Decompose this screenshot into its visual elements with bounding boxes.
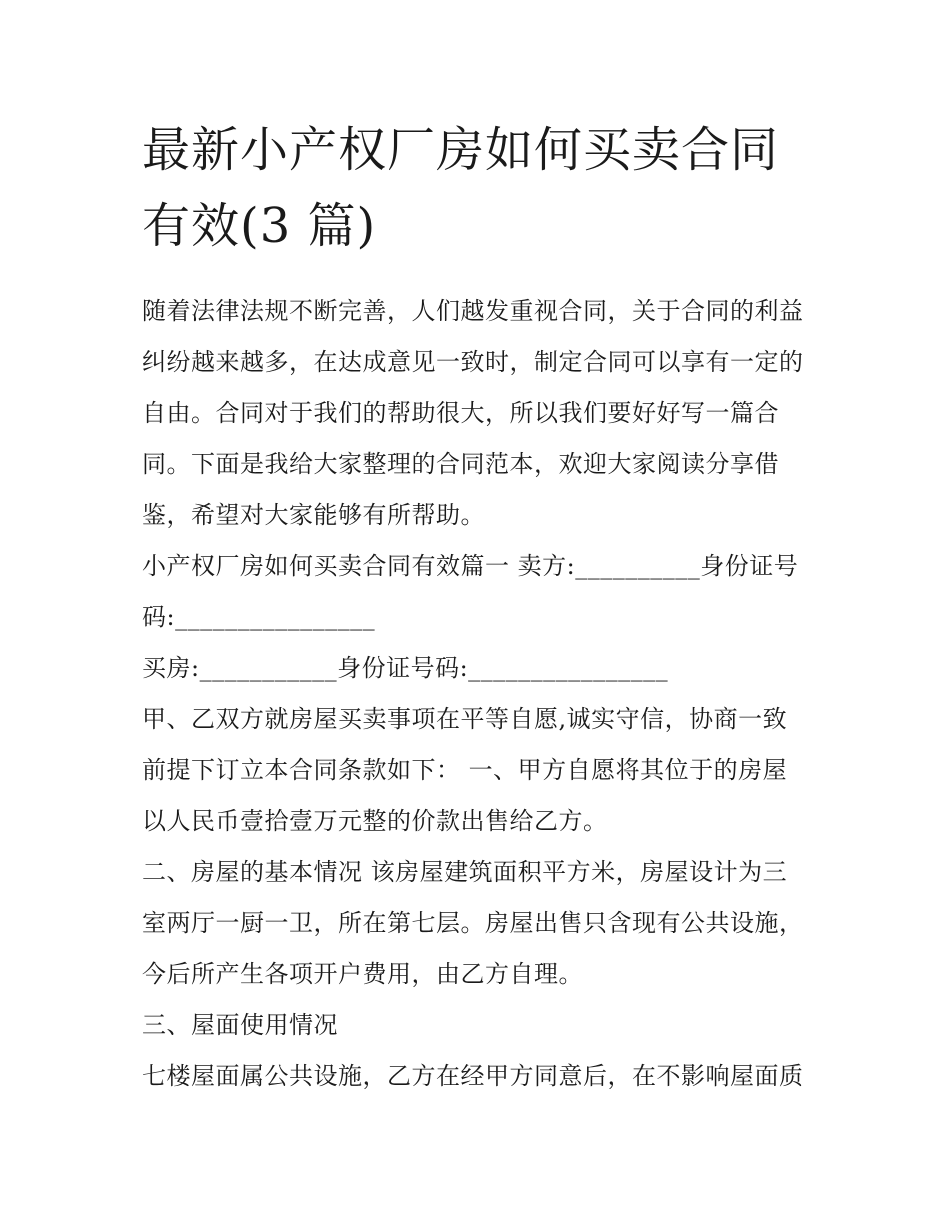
text-line: 纠纷越来越多，在达成意见一致时，制定合同可以享有一定的 xyxy=(142,348,804,376)
text-line: 前提下订立本合同条款如下： 一、甲方自愿将其位于的房屋 xyxy=(142,756,788,784)
text-line: 自由。合同对于我们的帮助很大，所以我们要好好写一篇合 xyxy=(142,399,779,427)
text-line: 三、屋面使用情况 xyxy=(142,1011,338,1039)
title-line-1: 最新小产权厂房如何买卖合同 xyxy=(142,122,780,178)
buyer-paragraph xyxy=(142,643,814,694)
intro-paragraph xyxy=(142,286,814,541)
document-page xyxy=(142,112,814,1102)
text-line: 码:________________ xyxy=(142,603,376,631)
text-line: 随着法律法规不断完善，人们越发重视合同，关于合同的利益 xyxy=(142,297,804,325)
text-line: 买房:___________身份证号码:________________ xyxy=(142,654,669,682)
text-line: 鉴，希望对大家能够有所帮助。 xyxy=(142,501,485,529)
text-line: 小产权厂房如何买卖合同有效篇一 卖方:__________身份证号 xyxy=(142,552,799,580)
text-line: 同。下面是我给大家整理的合同范本，欢迎大家阅读分享借 xyxy=(142,450,779,478)
text-line: 七楼屋面属公共设施，乙方在经甲方同意后，在不影响屋面质 xyxy=(142,1062,804,1090)
text-line: 室两厅一厨一卫，所在第七层。房屋出售只含现有公共设施， xyxy=(142,909,804,937)
text-line: 甲、乙双方就房屋买卖事项在平等自愿,诚实守信，协商一致 xyxy=(142,705,788,733)
document-title xyxy=(142,112,814,264)
roof-paragraph xyxy=(142,1051,814,1102)
section-two-paragraph xyxy=(142,847,814,1000)
text-line: 以人民币壹拾壹万元整的价款出售给乙方。 xyxy=(142,807,608,835)
text-line: 二、房屋的基本情况 该房屋建筑面积平方米，房屋设计为三 xyxy=(142,858,788,886)
section-three-heading xyxy=(142,1000,814,1051)
seller-paragraph xyxy=(142,541,814,643)
agreement-paragraph xyxy=(142,694,814,847)
title-line-2: 有效(3 篇) xyxy=(142,198,377,254)
text-line: 今后所产生各项开户费用，由乙方自理。 xyxy=(142,960,583,988)
